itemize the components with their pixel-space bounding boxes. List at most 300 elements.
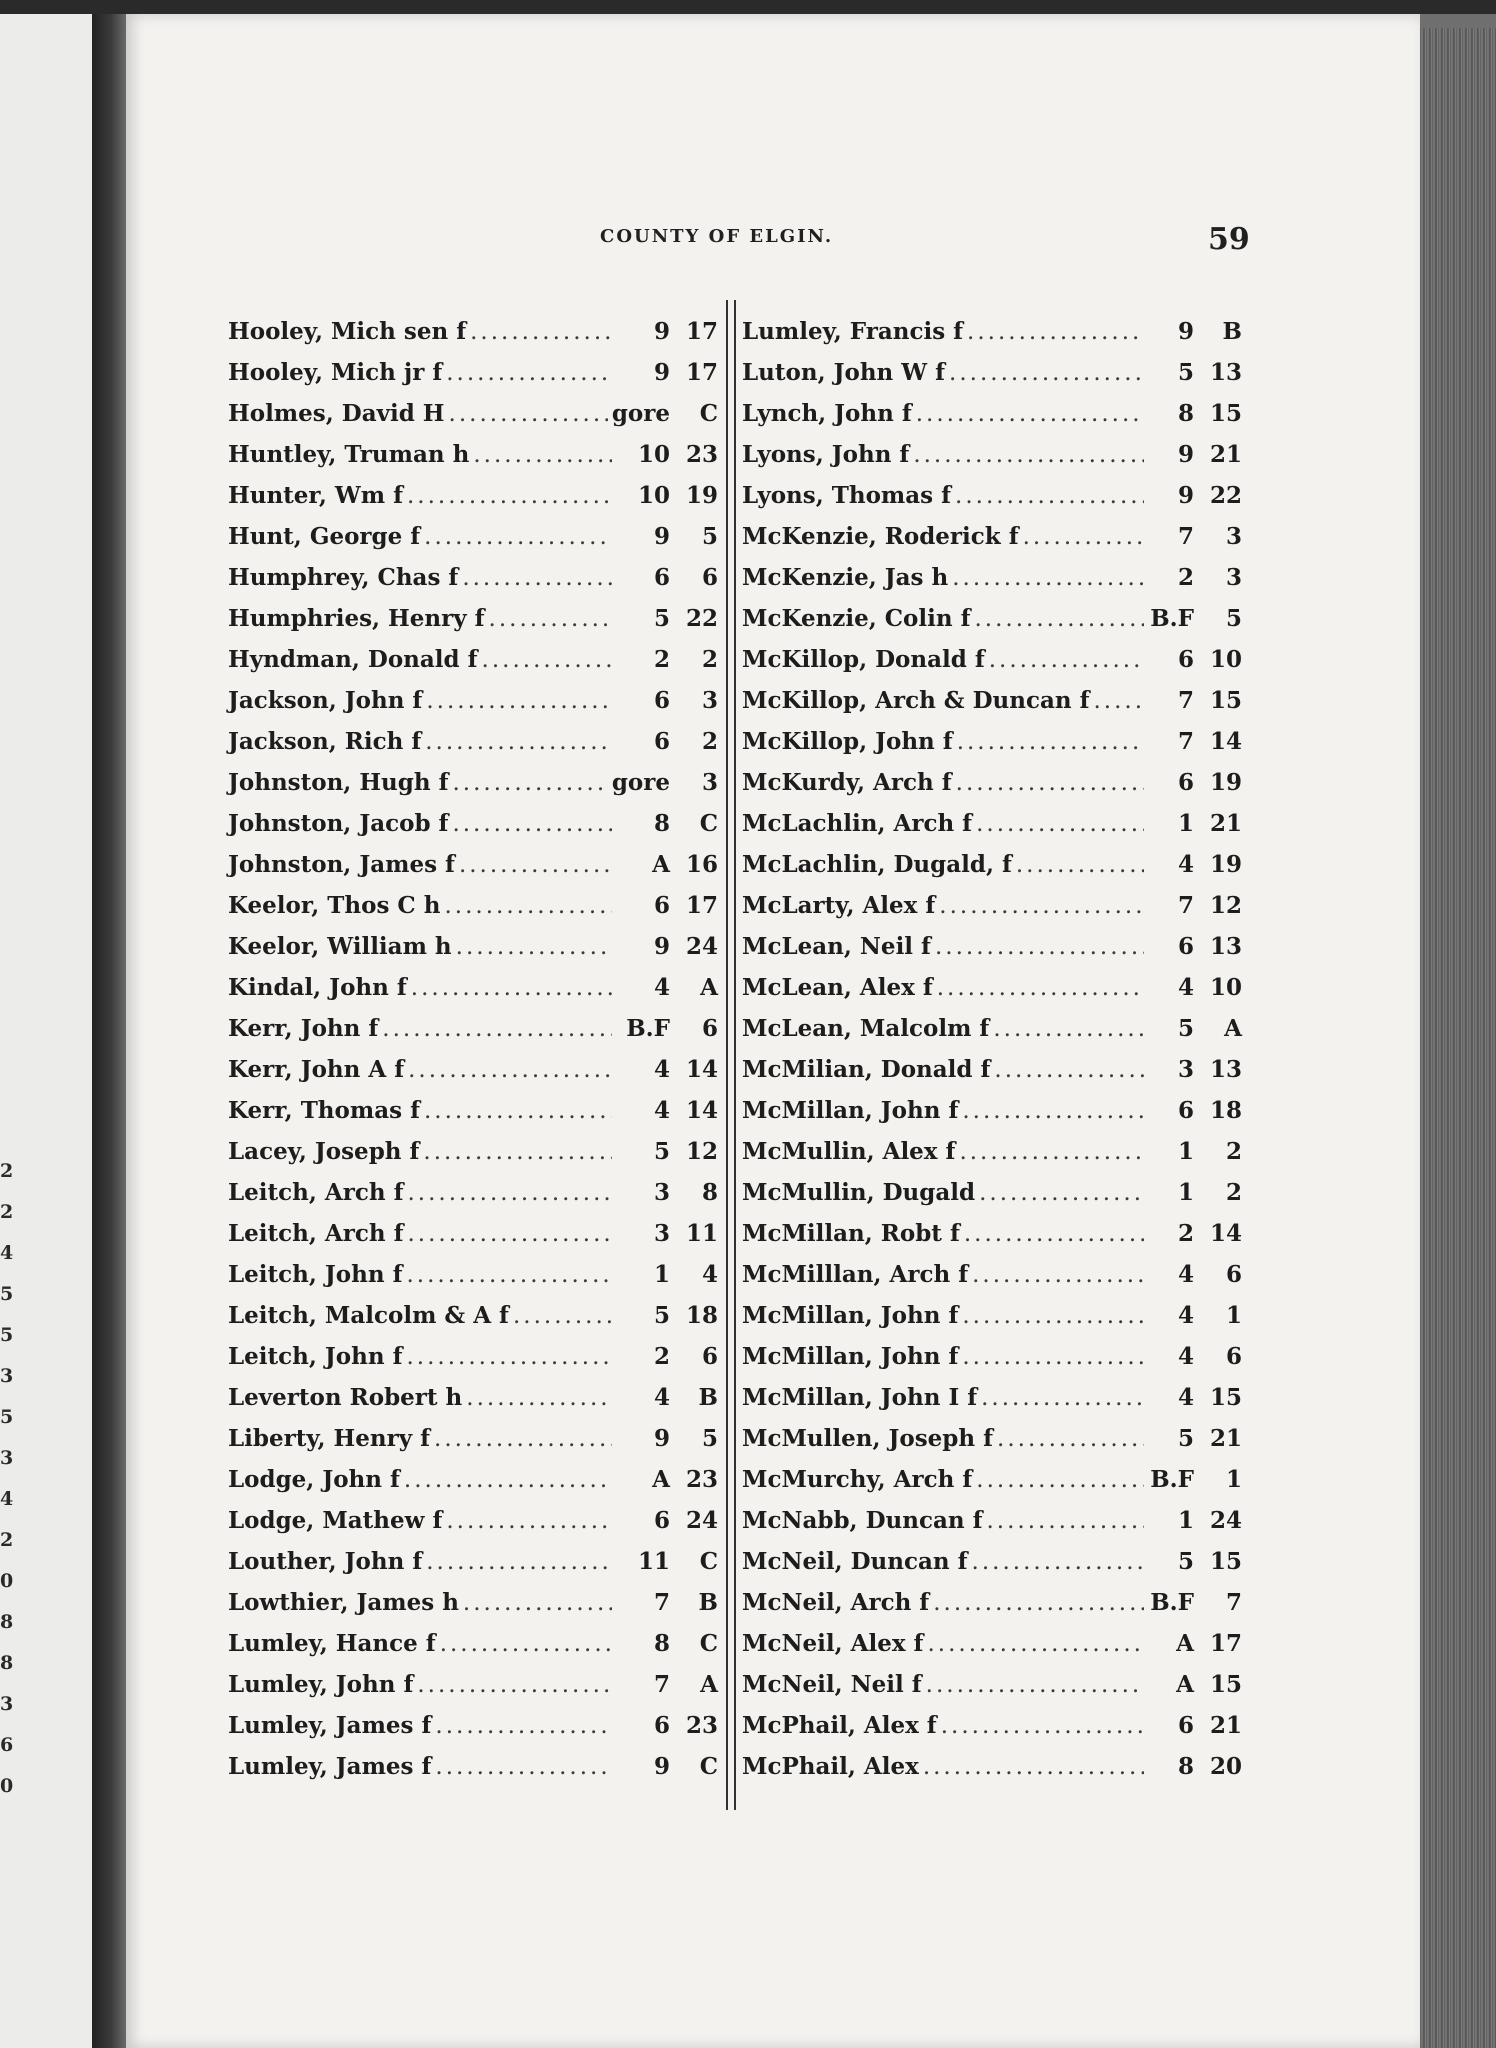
directory-entry	[742, 359, 1242, 400]
entry-name: Jackson, John f	[228, 687, 423, 714]
entry-concession: B.F	[1150, 605, 1194, 632]
leader-dots	[976, 1467, 1144, 1493]
entry-lot: 21	[1209, 1425, 1242, 1452]
entry-concession: 5	[653, 605, 670, 632]
entry-name: Kindal, John f	[228, 974, 407, 1001]
entry-concession: 2	[1177, 1220, 1194, 1247]
entry-name: McNabb, Duncan f	[742, 1507, 983, 1534]
entry-concession: 5	[653, 1302, 670, 1329]
entry-lot: 2	[701, 728, 718, 755]
leader-dots	[417, 1672, 612, 1698]
entry-lot: 17	[685, 892, 718, 919]
directory-entry	[742, 1548, 1242, 1589]
leader-dots	[489, 606, 612, 632]
leader-dots	[957, 729, 1144, 755]
leader-dots	[426, 688, 612, 714]
directory-entry	[742, 974, 1242, 1015]
entry-lot: 10	[1209, 646, 1242, 673]
entry-name: McLachlin, Dugald, f	[742, 851, 1012, 878]
margin-digit: 3	[0, 1365, 14, 1387]
directory-entry	[742, 1261, 1242, 1302]
entry-concession: B.F	[1150, 1589, 1194, 1616]
leader-dots	[962, 1098, 1144, 1124]
entry-name: McPhail, Alex f	[742, 1712, 937, 1739]
entry-concession: 7	[653, 1671, 670, 1698]
directory-entry	[228, 646, 718, 687]
directory-entry	[742, 1589, 1242, 1630]
entry-lot: 14	[1209, 728, 1242, 755]
entry-lot: 17	[1209, 1630, 1242, 1657]
directory-entry	[742, 482, 1242, 523]
entry-lot: 23	[685, 1466, 718, 1493]
entry-lot: 6	[701, 1015, 718, 1042]
directory-entry	[742, 1097, 1242, 1138]
directory-entry	[228, 1466, 718, 1507]
leader-dots	[424, 524, 612, 550]
entry-name: Leitch, John f	[228, 1343, 403, 1370]
entry-concession: 8	[1177, 400, 1194, 427]
entry-lot: 13	[1209, 933, 1242, 960]
entry-name: Lodge, Mathew f	[228, 1507, 443, 1534]
entry-name: McKenzie, Jas h	[742, 564, 949, 591]
entry-concession: 4	[1177, 1384, 1194, 1411]
entry-concession: 1	[1177, 1179, 1194, 1206]
leader-dots	[955, 483, 1144, 509]
entry-lot: 22	[1209, 482, 1242, 509]
entry-name: McMullin, Alex f	[742, 1138, 956, 1165]
entry-lot: 8	[701, 1179, 718, 1206]
entry-concession: 4	[1177, 1343, 1194, 1370]
entry-lot: 21	[1209, 1712, 1242, 1739]
directory-entry	[742, 1179, 1242, 1220]
entry-lot: 20	[1209, 1753, 1242, 1780]
entry-name: Hooley, Mich jr f	[228, 359, 443, 386]
entry-concession: 6	[653, 728, 670, 755]
entry-concession: 6	[1177, 1097, 1194, 1124]
entry-concession: 6	[653, 892, 670, 919]
entry-concession: 4	[1177, 851, 1194, 878]
entry-name: Jackson, Rich f	[228, 728, 422, 755]
entry-lot: 22	[685, 605, 718, 632]
directory-entry	[228, 933, 718, 974]
entry-name: Lumley, James f	[228, 1753, 432, 1780]
entry-lot: 3	[1225, 523, 1242, 550]
entry-lot: 7	[1225, 1589, 1242, 1616]
entry-lot: 13	[1209, 1056, 1242, 1083]
entry-concession: 9	[653, 933, 670, 960]
directory-entry	[228, 1630, 718, 1671]
entry-name: Huntley, Truman h	[228, 441, 470, 468]
entry-concession: 9	[653, 318, 670, 345]
leader-dots	[913, 442, 1144, 468]
directory-entry	[742, 728, 1242, 769]
leader-dots	[482, 647, 612, 673]
entry-concession: 1	[1177, 1138, 1194, 1165]
entry-concession: 1	[653, 1261, 670, 1288]
entry-name: McMillan, John I f	[742, 1384, 978, 1411]
margin-digit: 5	[0, 1406, 14, 1428]
page-number: 59	[1208, 222, 1250, 257]
entry-lot: 17	[685, 359, 718, 386]
leader-dots	[949, 360, 1144, 386]
entry-lot: 21	[1209, 441, 1242, 468]
directory-entry	[742, 851, 1242, 892]
entry-name: Luton, John W f	[742, 359, 946, 386]
directory-entry	[228, 1712, 718, 1753]
directory-entry	[742, 1302, 1242, 1343]
entry-concession: 1	[1177, 810, 1194, 837]
directory-entry	[228, 1507, 718, 1548]
leader-dots	[994, 1057, 1144, 1083]
entry-lot: 15	[1209, 1548, 1242, 1575]
leader-dots	[408, 1057, 612, 1083]
entry-concession: B.F	[626, 1015, 670, 1042]
leader-dots	[959, 1139, 1144, 1165]
directory-entry	[228, 605, 718, 646]
entry-concession: 5	[1177, 1015, 1194, 1042]
entry-lot: 5	[701, 1425, 718, 1452]
entry-lot: 6	[701, 564, 718, 591]
entry-name: McLean, Neil f	[742, 933, 931, 960]
entry-name: McMillan, Robt f	[742, 1220, 960, 1247]
leader-dots	[408, 1221, 613, 1247]
entry-lot: 19	[1209, 851, 1242, 878]
entry-lot: 3	[701, 769, 718, 796]
entry-lot: C	[699, 1630, 718, 1657]
entry-lot: 14	[685, 1097, 718, 1124]
directory-entry	[228, 1671, 718, 1712]
entry-name: Louther, John f	[228, 1548, 423, 1575]
entry-lot: 6	[1225, 1261, 1242, 1288]
entry-concession: 7	[1177, 728, 1194, 755]
entry-concession: 3	[653, 1220, 670, 1247]
entry-concession: 6	[1177, 769, 1194, 796]
entry-concession: 6	[1177, 1712, 1194, 1739]
leader-dots	[952, 565, 1144, 591]
entry-concession: 4	[653, 1384, 670, 1411]
entry-concession: 4	[653, 1097, 670, 1124]
directory-entry	[742, 400, 1242, 441]
entry-lot: 18	[1209, 1097, 1242, 1124]
leader-dots	[434, 1426, 612, 1452]
leader-dots	[993, 1016, 1144, 1042]
leader-dots	[411, 975, 612, 1001]
entry-lot: 1	[1225, 1302, 1242, 1329]
leader-dots	[423, 1139, 612, 1165]
margin-digit: 3	[0, 1693, 14, 1715]
leader-dots	[446, 360, 612, 386]
entry-name: Lyons, John f	[742, 441, 910, 468]
directory-entry	[742, 933, 1242, 974]
entry-concession: 6	[1177, 933, 1194, 960]
entry-concession: 3	[1177, 1056, 1194, 1083]
leader-dots	[962, 1303, 1144, 1329]
leader-dots	[916, 401, 1144, 427]
running-head: COUNTY OF ELGIN.	[600, 226, 834, 247]
leader-dots	[452, 811, 612, 837]
entry-lot: B	[698, 1589, 718, 1616]
directory-entry	[742, 1220, 1242, 1261]
entry-concession: 2	[653, 646, 670, 673]
entry-lot: 14	[685, 1056, 718, 1083]
entry-name: McKenzie, Colin f	[742, 605, 971, 632]
entry-name: Hyndman, Donald f	[228, 646, 478, 673]
entry-lot: C	[699, 1548, 718, 1575]
leader-dots	[435, 1754, 612, 1780]
entry-lot: 2	[1225, 1179, 1242, 1206]
entry-concession: A	[1176, 1671, 1194, 1698]
entry-concession: 9	[1177, 318, 1194, 345]
leader-dots	[987, 1508, 1145, 1534]
leader-dots	[459, 852, 612, 878]
entry-lot: 15	[1209, 1671, 1242, 1698]
margin-digit: 2	[0, 1529, 14, 1551]
directory-entry	[228, 1220, 718, 1261]
directory-entry	[228, 1425, 718, 1466]
entry-lot: 4	[701, 1261, 718, 1288]
leader-dots	[513, 1303, 612, 1329]
entry-concession: 6	[1177, 646, 1194, 673]
entry-concession: 4	[1177, 1302, 1194, 1329]
entry-lot: 5	[1225, 605, 1242, 632]
margin-digit: 0	[0, 1570, 14, 1592]
entry-name: Lumley, Hance f	[228, 1630, 436, 1657]
entry-concession: 2	[653, 1343, 670, 1370]
entry-lot: 12	[685, 1138, 718, 1165]
leader-dots	[404, 1467, 612, 1493]
entry-name: McMillan, John f	[742, 1097, 959, 1124]
entry-concession: 8	[653, 810, 670, 837]
leader-dots	[975, 606, 1145, 632]
entry-lot: 15	[1209, 687, 1242, 714]
entry-lot: 24	[1209, 1507, 1242, 1534]
leader-dots	[939, 893, 1144, 919]
entry-lot: 21	[1209, 810, 1242, 837]
entry-concession: 6	[653, 687, 670, 714]
leader-dots	[382, 1016, 612, 1042]
entry-concession: 5	[1177, 359, 1194, 386]
leader-dots	[967, 319, 1144, 345]
entry-concession: 10	[637, 482, 670, 509]
entry-concession: 5	[1177, 1425, 1194, 1452]
directory-entry	[228, 1261, 718, 1302]
directory-entry	[742, 1056, 1242, 1097]
entry-name: McLarty, Alex f	[742, 892, 936, 919]
entry-lot: 19	[685, 482, 718, 509]
margin-digit: 4	[0, 1488, 14, 1510]
entry-concession: gore	[611, 769, 670, 796]
entry-name: Hunter, Wm f	[228, 482, 403, 509]
entry-name: Kerr, John f	[228, 1015, 379, 1042]
directory-entry	[742, 1343, 1242, 1384]
entry-name: Lumley, James f	[228, 1712, 432, 1739]
entry-name: Leitch, John f	[228, 1261, 403, 1288]
entry-name: McMillan, John f	[742, 1302, 959, 1329]
directory-entry	[742, 1384, 1242, 1425]
entry-concession: 4	[653, 1056, 670, 1083]
margin-digit: 6	[0, 1734, 14, 1756]
entry-name: Lynch, John f	[742, 400, 912, 427]
directory-entry	[228, 1179, 718, 1220]
entry-concession: 9	[653, 523, 670, 550]
directory-entry	[228, 769, 718, 810]
facing-page-margin-digits	[0, 14, 20, 2048]
entry-concession: 6	[653, 564, 670, 591]
entry-name: Kerr, Thomas f	[228, 1097, 420, 1124]
entry-lot: B	[698, 1384, 718, 1411]
entry-lot: 10	[1209, 974, 1242, 1001]
directory-entry	[742, 646, 1242, 687]
entry-lot: A	[700, 974, 718, 1001]
entry-name: Hunt, George f	[228, 523, 421, 550]
directory-entry	[742, 687, 1242, 728]
directory-entry	[228, 851, 718, 892]
entry-name: McLean, Alex f	[742, 974, 933, 1001]
leader-dots	[964, 1221, 1144, 1247]
directory-entry	[228, 1343, 718, 1384]
entry-concession: 4	[1177, 1261, 1194, 1288]
entry-lot: 11	[685, 1220, 718, 1247]
entry-lot: 15	[1209, 400, 1242, 427]
entry-name: Humphrey, Chas f	[228, 564, 459, 591]
entry-name: Leverton Robert h	[228, 1384, 463, 1411]
entry-name: Kerr, John A f	[228, 1056, 405, 1083]
entry-lot: 14	[1209, 1220, 1242, 1247]
book-gutter	[92, 14, 126, 2048]
leader-dots	[406, 1262, 612, 1288]
entry-concession: 4	[1177, 974, 1194, 1001]
leader-dots	[408, 1180, 613, 1206]
leader-dots	[989, 647, 1144, 673]
directory-entry	[742, 605, 1242, 646]
margin-digit: 8	[0, 1652, 14, 1674]
entry-concession: 4	[653, 974, 670, 1001]
entry-lot: 1	[1225, 1466, 1242, 1493]
directory-entry	[228, 1589, 718, 1630]
entry-lot: C	[699, 1753, 718, 1780]
directory-entry	[228, 1302, 718, 1343]
entry-lot: 24	[685, 933, 718, 960]
entry-name: Keelor, Thos C h	[228, 892, 441, 919]
directory-entry	[742, 564, 1242, 605]
leader-dots	[435, 1713, 612, 1739]
entry-name: McMurchy, Arch f	[742, 1466, 973, 1493]
entry-name: McKurdy, Arch f	[742, 769, 952, 796]
directory-entry	[742, 769, 1242, 810]
directory-entry	[742, 810, 1242, 851]
leader-dots	[449, 401, 608, 427]
directory-entry	[228, 523, 718, 564]
leader-dots	[470, 319, 612, 345]
entry-name: McKenzie, Roderick f	[742, 523, 1019, 550]
entry-concession: 8	[653, 1630, 670, 1657]
directory-entry	[228, 1056, 718, 1097]
margin-digit: 8	[0, 1611, 14, 1633]
entry-name: Humphries, Henry f	[228, 605, 485, 632]
directory-entry	[228, 400, 718, 441]
leader-dots	[456, 934, 612, 960]
entry-name: Johnston, Jacob f	[228, 810, 449, 837]
directory-entry	[742, 892, 1242, 933]
margin-digit: 3	[0, 1447, 14, 1469]
leader-dots	[935, 934, 1144, 960]
margin-digit: 5	[0, 1324, 14, 1346]
entry-lot: 2	[1225, 1138, 1242, 1165]
entry-name: Lyons, Thomas f	[742, 482, 952, 509]
entry-name: Lumley, Francis f	[742, 318, 964, 345]
directory-entry	[742, 1671, 1242, 1712]
entry-concession: 9	[653, 359, 670, 386]
directory-entry	[742, 1138, 1242, 1179]
directory-entry	[742, 1015, 1242, 1056]
entry-name: Lowthier, James h	[228, 1589, 459, 1616]
margin-digit: 5	[0, 1283, 14, 1305]
entry-name: Liberty, Henry f	[228, 1425, 431, 1452]
entry-name: McPhail, Alex	[742, 1753, 919, 1780]
entry-concession: 3	[653, 1179, 670, 1206]
entry-lot: 15	[1209, 1384, 1242, 1411]
directory-entry	[228, 564, 718, 605]
directory-entry	[742, 441, 1242, 482]
entry-concession: 5	[1177, 1548, 1194, 1575]
leader-dots	[473, 442, 612, 468]
entry-name: McNeil, Alex f	[742, 1630, 924, 1657]
leader-dots	[426, 1549, 612, 1575]
right-directory-column	[742, 318, 1242, 1794]
entry-lot: 2	[701, 646, 718, 673]
directory-entry	[228, 892, 718, 933]
entry-concession: 7	[653, 1589, 670, 1616]
entry-lot: 23	[685, 441, 718, 468]
entry-concession: A	[652, 851, 670, 878]
entry-name: McKillop, Arch & Duncan f	[742, 687, 1090, 714]
leader-dots	[997, 1426, 1144, 1452]
directory-entry	[228, 1753, 718, 1794]
entry-lot: 12	[1209, 892, 1242, 919]
leader-dots	[933, 1590, 1144, 1616]
directory-entry	[742, 523, 1242, 564]
leader-dots	[1016, 852, 1144, 878]
scan-top-edge	[0, 0, 1496, 14]
directory-entry	[228, 810, 718, 851]
entry-name: Leitch, Arch f	[228, 1220, 404, 1247]
directory-entry	[742, 1466, 1242, 1507]
entry-lot: 6	[1225, 1343, 1242, 1370]
margin-digit: 2	[0, 1201, 14, 1223]
entry-name: Johnston, Hugh f	[228, 769, 449, 796]
entry-lot: 23	[685, 1712, 718, 1739]
directory-entry	[228, 1015, 718, 1056]
directory-entry	[742, 1712, 1242, 1753]
entry-concession: 10	[637, 441, 670, 468]
entry-name: McMilian, Donald f	[742, 1056, 991, 1083]
directory-entry	[742, 1507, 1242, 1548]
entry-name: Leitch, Arch f	[228, 1179, 404, 1206]
leader-dots	[941, 1713, 1144, 1739]
directory-entry	[228, 687, 718, 728]
entry-concession: 5	[653, 1138, 670, 1165]
entry-name: McNeil, Neil f	[742, 1671, 922, 1698]
entry-lot: 19	[1209, 769, 1242, 796]
entry-lot: C	[699, 810, 718, 837]
entry-name: McMillan, John f	[742, 1343, 959, 1370]
entry-name: McNeil, Arch f	[742, 1589, 930, 1616]
entry-concession: 8	[1177, 1753, 1194, 1780]
entry-concession: 6	[653, 1712, 670, 1739]
entry-name: Hooley, Mich sen f	[228, 318, 467, 345]
entry-name: Lacey, Joseph f	[228, 1138, 420, 1165]
entry-name: McNeil, Duncan f	[742, 1548, 968, 1575]
